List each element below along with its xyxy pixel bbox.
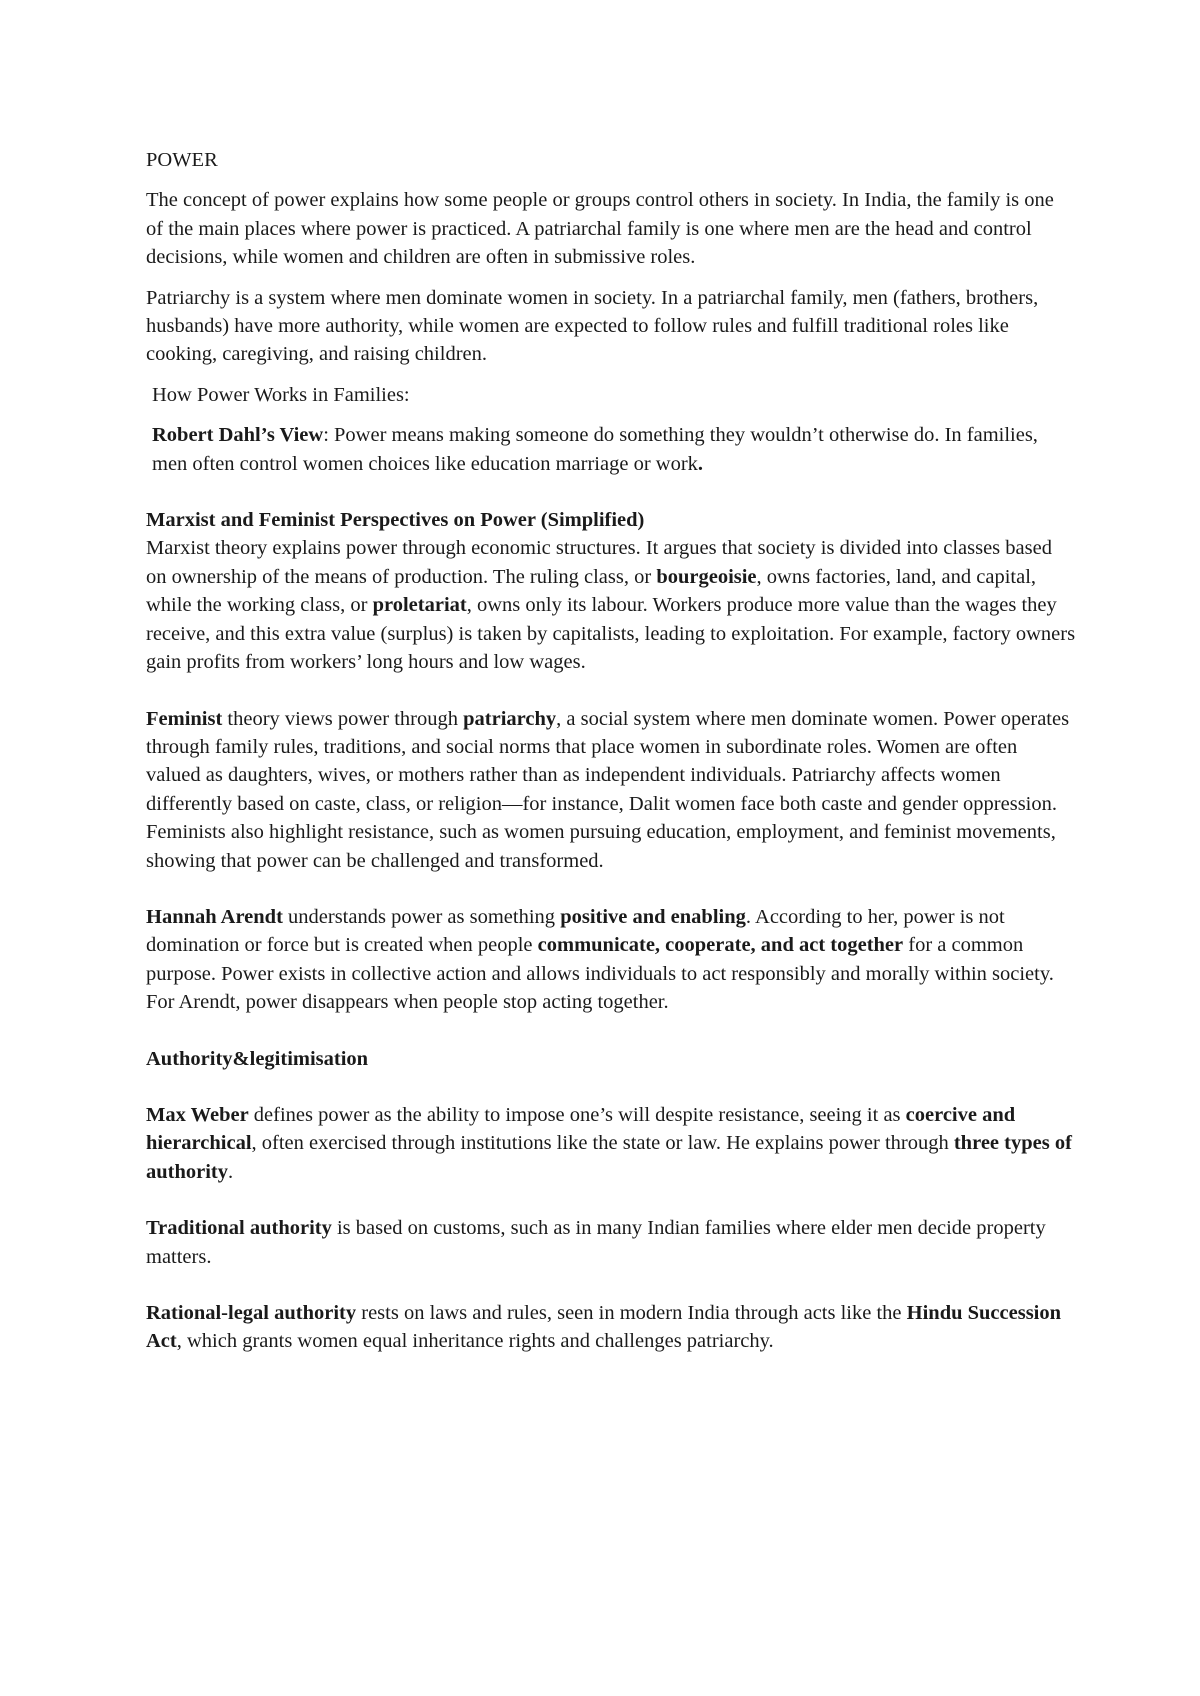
marxist-text-3: , owns only its labour. Workers produce more value than the wages they receive, and this extra value (surplus) is taken by capitalists, leading to exploitation. For example, factory owners gain profits from workers’ long hours and low wages.: [146, 594, 1076, 674]
marxist-text-2: , owns factories, land, and capital, while the working class, or: [146, 565, 1037, 617]
feminist-term: Feminist: [146, 707, 223, 730]
marxist-paragraph: [146, 534, 1076, 676]
feminist-paragraph: [146, 705, 1076, 875]
arendt-name: Hannah Arendt: [146, 905, 283, 928]
weber-paragraph: [146, 1101, 1076, 1186]
marxist-heading: [146, 506, 1076, 534]
feminist-text-2: , a social system where men dominate women. Power operates through family rules, traditions, and social norms that place women in subordinate roles. Women are often valued as daughters, wives, or mothers rather than as independent individuals. Patriarchy affects women differently based on caste, class, or religion—for instance, Dalit women face both caste and gender oppression. Feminists also highlight resistance, such as women pursuing education, employment, and feminist movements, showing that power can be challenged and transformed.: [146, 707, 1070, 872]
weber-name: Max Weber: [146, 1103, 249, 1126]
document-body: [146, 146, 1076, 1384]
rational-term: Rational-legal authority: [146, 1302, 357, 1324]
dahl-paragraph: [146, 421, 1076, 478]
rational-paragraph: [146, 1299, 1076, 1356]
positive-enabling-term: positive and enabling: [560, 905, 746, 928]
coercive-term: coercive and hierarchical: [146, 1103, 1016, 1155]
proletariat-term: proletariat: [372, 594, 467, 617]
feminist-text-1: theory views power through: [222, 707, 464, 730]
traditional-paragraph: [146, 1214, 1076, 1271]
how-power-heading: How Power Works in Families:: [152, 383, 410, 406]
dahl-text: : Power means making someone do something they wouldn’t otherwise do. In families, men often control women choices like education marriage or work: [152, 424, 1038, 475]
weber-text-2: , often exercised through institutions like the state or law. He explains power through: [251, 1132, 954, 1155]
traditional-text: is based on customs, such as in many Indian families where elder men decide property matters.: [146, 1217, 1046, 1268]
arendt-text-1: understands power as something: [282, 905, 561, 928]
marxist-text-1: Marxist theory explains power through economic structures. It argues that society is divided into classes based on ownership of the means of production. The ruling class, or: [146, 537, 1052, 588]
dahl-name: Robert Dahl’s View: [152, 424, 324, 447]
arendt-text-3: for a common purpose. Power exists in collective action and allows individuals to act responsibly and morally within society. For Arendt, power disappears when people stop acting together.: [146, 934, 1054, 1014]
rational-text-1: rests on laws and rules, seen in modern India through acts like the: [356, 1302, 907, 1324]
patriarchy-paragraph: Patriarchy is a system where men dominate women in society. In a patriarchal family, men (fathers, brothers, husbands) have more authority, while women are expected to follow rules and fulfill traditional roles like cooking, caregiving, and raising children.: [146, 286, 1039, 366]
weber-text-3: .: [228, 1160, 234, 1183]
page-title: POWER: [146, 149, 218, 171]
three-types-term: three types of authority: [146, 1132, 1072, 1183]
authority-heading: [146, 1045, 1076, 1073]
arendt-paragraph: [146, 903, 1076, 1017]
authority-heading-text: Authority&legitimisation: [146, 1047, 369, 1070]
patriarchy-term: patriarchy: [463, 707, 557, 730]
dahl-end: .: [697, 452, 704, 475]
rational-text-2: , which grants women equal inheritance rights and challenges patriarchy.: [176, 1330, 774, 1353]
hindu-succession-term: Hindu Succession Act: [146, 1302, 1062, 1353]
arendt-text-2: . According to her, power is not domination or force but is created when people: [146, 905, 1005, 957]
weber-text-1: defines power as the ability to impose one’s will despite resistance, seeing it as: [248, 1103, 906, 1126]
traditional-term: Traditional authority: [146, 1217, 332, 1240]
marxist-heading-text: Marxist and Feminist Perspectives on Power (Simplified): [146, 509, 645, 532]
intro-paragraph: The concept of power explains how some people or groups control others in society. In India, the family is one of the main places where power is practiced. A patriarchal family is one where men are the head and control decisions, while women and children are often in submissive roles.: [146, 189, 1054, 269]
act-together-term: communicate, cooperate, and act together: [537, 934, 904, 957]
bourgeoisie-term: bourgeoisie: [656, 565, 757, 588]
